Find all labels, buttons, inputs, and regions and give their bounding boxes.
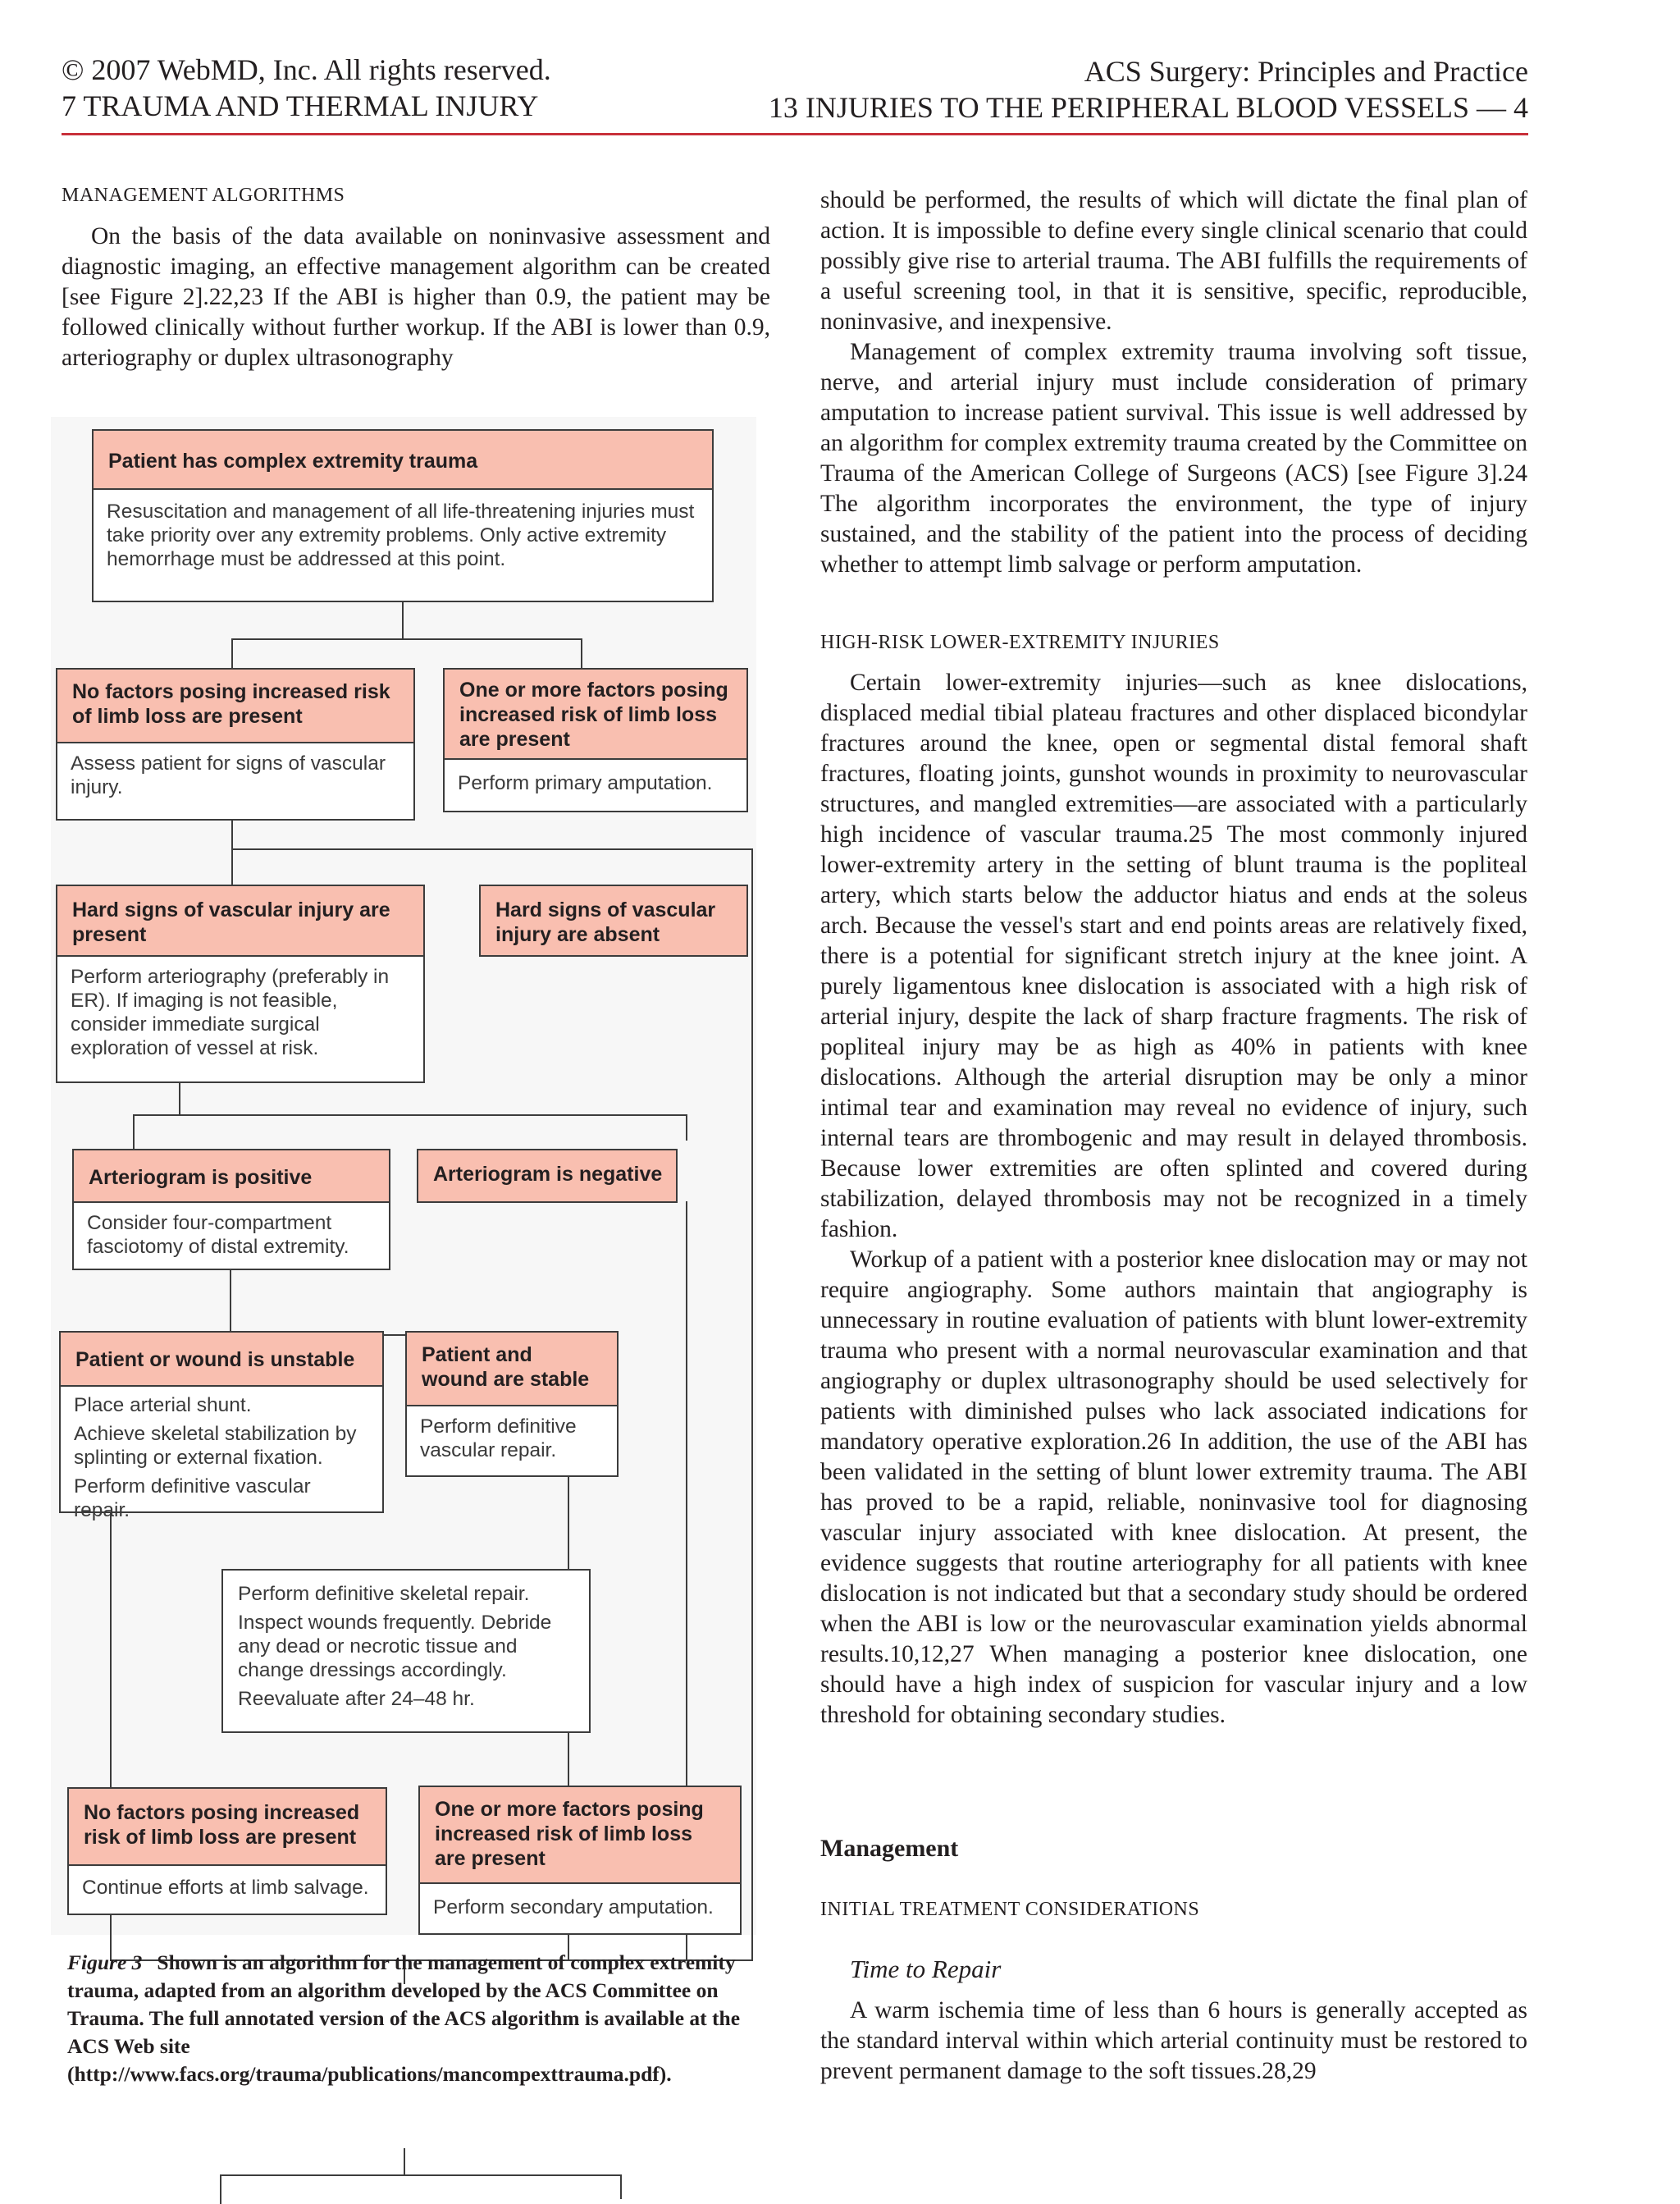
connector bbox=[231, 638, 582, 640]
section-heading-management-algorithms: MANAGEMENT ALGORITHMS bbox=[62, 185, 345, 206]
connector bbox=[231, 819, 233, 848]
box-line: Achieve skeletal stabilization by splinting or external fixation. bbox=[74, 1423, 357, 1469]
box-body: Perform primary amputation. bbox=[458, 772, 713, 794]
connector bbox=[231, 848, 753, 850]
section-heading-high-risk: HIGH-RISK LOWER-EXTREMITY INJURIES bbox=[820, 632, 1220, 653]
box-title: Patient has complex extremity trauma bbox=[94, 431, 712, 490]
box-body: Assess patient for signs of vascular injury. bbox=[71, 752, 386, 798]
box-arteriogram-positive bbox=[72, 1149, 390, 1270]
box-line: Inspect wounds frequently. Debride any dead or necrotic tissue and change dressings accordingly. bbox=[238, 1612, 552, 1681]
box-line: Reevaluate after 24–48 hr. bbox=[238, 1688, 475, 1710]
subhead-management: Management bbox=[820, 1835, 959, 1862]
box-line: Perform definitive vascular repair. bbox=[74, 1475, 311, 1521]
figure-caption bbox=[67, 1949, 781, 2088]
box-title: One or more factors posing increased risk of limb loss are present bbox=[420, 1787, 740, 1884]
header-book-title: ACS Surgery: Principles and Practice bbox=[1084, 55, 1528, 88]
box-hard-signs-absent bbox=[479, 885, 748, 957]
box-body: Perform arteriography (preferably in ER). If imaging is not feasible, consider immediate surgical exploration of vessel at risk. bbox=[71, 966, 390, 1059]
box-title: Arteriogram is positive bbox=[74, 1150, 389, 1203]
box-patient-stable bbox=[405, 1331, 619, 1477]
connector bbox=[220, 2174, 622, 2176]
paragraph: Management of complex extremity trauma involving soft tissue, nerve, and arterial injury must include consideration of primary amputation to increase patient survival. This issue is well addressed by an algorithm for complex extremity trauma created by the Committee on Trauma of the American College of Surgeons (ACS) [see Figure 3].24 The algorithm incorporates the environment, the type of injury sustained, and the stability of the patient into the process of deciding whether to attempt limb salvage or perform amputation. bbox=[820, 339, 1527, 578]
paragraph: On the basis of the data available on noninvasive assessment and diagnostic imaging, an effective management algorithm can be created [see Figure 2].22,23 If the ABI is higher than 0.9, the patient may be followed clinically without further workup. If the ABI is lower than 0.9, arteriography or duplex ultrasonography bbox=[62, 223, 770, 371]
connector bbox=[220, 2174, 221, 2204]
connector bbox=[402, 600, 404, 638]
box-title: No factors posing increased risk of limb loss are present bbox=[57, 670, 413, 743]
connector bbox=[751, 848, 753, 1961]
box-no-factors-limb-salvage bbox=[67, 1787, 387, 1915]
box-title: Hard signs of vascular injury are present bbox=[57, 886, 423, 957]
connector bbox=[179, 1081, 180, 1114]
box-skeletal-repair bbox=[221, 1569, 591, 1733]
left-column bbox=[62, 222, 770, 373]
right-column-middle bbox=[820, 668, 1527, 1731]
box-title: No factors posing increased risk of limb loss are present bbox=[69, 1789, 386, 1866]
box-body: Continue efforts at limb salvage. bbox=[82, 1877, 369, 1899]
box-arteriogram-negative bbox=[417, 1149, 678, 1203]
header-section: 7 TRAUMA AND THERMAL INJURY bbox=[62, 89, 539, 122]
right-column-top bbox=[820, 185, 1527, 580]
box-line: Perform definitive skeletal repair. bbox=[238, 1583, 530, 1605]
right-column-bottom bbox=[820, 1996, 1527, 2087]
box-complex-extremity-trauma bbox=[92, 429, 714, 602]
box-title: Patient or wound is unstable bbox=[61, 1333, 382, 1387]
connector bbox=[133, 1114, 687, 1116]
connector bbox=[581, 638, 582, 668]
heading-time-to-repair: Time to Repair bbox=[850, 1955, 1002, 1983]
header-rule bbox=[62, 133, 1528, 135]
connector bbox=[620, 2174, 622, 2199]
box-title: One or more factors posing increased risk of limb loss are present bbox=[445, 670, 746, 760]
connector bbox=[231, 638, 233, 668]
connector bbox=[231, 848, 233, 886]
box-body bbox=[61, 1387, 382, 1529]
header-copyright: © 2007 WebMD, Inc. All rights reserved. bbox=[62, 53, 551, 86]
paragraph: Certain lower-extremity injuries—such as knee dislocations, displaced medial tibial plateau fractures and other displaced bicondylar fractures around the knee, open or segmental distal femoral shaft fractures, floating joints, gunshot wounds in proximity to neurovascular structures, and mangled extremities—are associated with a particularly high incidence of vascular trauma.25 The most commonly injured lower-extremity artery in the setting of blunt trauma is the popliteal artery, which starts below the adductor hiatus and ends at the soleus arch. Because the vessel's start and end points areas are relatively fixed, there is a potential for significant stretch injury at the knee joint. A purely ligamentous knee dislocation is associated with a high risk of arterial injury, despite the lack of sharp fracture fragments. The risk of popliteal injury may be as high as 40% in patients with knee dislocations. Although the arterial disruption may be only a minor intimal tear and examination may reveal no evidence of injury, such internal tears are thrombogenic and may result in delayed thrombosis. Because lower extremities are often splinted and covered during stabilization, delayed thrombosis may not be recognized in a timely fashion. bbox=[820, 670, 1527, 1242]
box-factors-limb-loss bbox=[443, 668, 748, 812]
box-no-factors-limb-loss bbox=[56, 668, 415, 821]
paragraph: A warm ischemia time of less than 6 hours is generally accepted as the standard interval within which arterial continuity must be restored to prevent permanent damage to the soft tissues.28,29 bbox=[820, 1997, 1527, 2084]
caption-text: Shown is an algorithm for the management of complex extremity trauma, adapted from an algorithm developed by the ACS Committee on Trauma. The full annotated version of the ACS algorithm is available at the ACS Web site (http://www.facs.org/trauma/publications/mancompexttrauma.pdf). bbox=[67, 1950, 741, 2086]
box-title: Patient and wound are stable bbox=[407, 1333, 617, 1406]
box-body: Resuscitation and management of all life-threatening injuries must take priority over any extremity problems. Only active extremity hemorrhage must be addressed at this point. bbox=[107, 501, 695, 570]
connector bbox=[230, 1269, 231, 1334]
paragraph: Workup of a patient with a posterior knee dislocation may or may not require angiography. Some authors maintain that angiography is unnecessary in routine evaluation of patients with blunt lower-extremity trauma who present with a normal neurovascular examination and that angiography or duplex ultrasonography should be used selectively for patients with diminished pulses who lack associated indications for mandatory operative exploration.26 In addition, the use of the ABI has been validated in the setting of blunt lower extremity trauma. The ABI has proved to be a rapid, reliable, noninvasive tool for diagnosing vascular injury associated with knee dislocation. At present, the evidence suggests that routine arteriography for all patients with knee dislocation is not indicated but that a secondary study should be ordered when the ABI is low or the neurovascular examination yields abnormal results.10,12,27 When managing a posterior knee dislocation, one should have a high index of suspicion for vascular injury and a low threshold for obtaining secondary studies. bbox=[820, 1246, 1527, 1728]
box-body: Consider four-compartment fasciotomy of distal extremity. bbox=[87, 1212, 349, 1258]
box-patient-unstable bbox=[59, 1331, 384, 1521]
box-line: Place arterial shunt. bbox=[74, 1394, 252, 1416]
connector bbox=[404, 2148, 405, 2174]
figure-label: Figure 3 bbox=[67, 1950, 143, 1974]
box-factors-secondary-amputation bbox=[418, 1786, 742, 1935]
paragraph: should be performed, the results of which will dictate the final plan of action. It is impossible to define every single clinical scenario that could possibly give rise to arterial trauma. The ABI fulfills the requirements of a useful screening tool, in that it is sensitive, specific, reproducible, noninvasive, and inexpensive. bbox=[820, 187, 1527, 335]
box-title: Arteriogram is negative bbox=[418, 1150, 676, 1201]
box-body: Perform secondary amputation. bbox=[433, 1896, 714, 1918]
box-hard-signs-present bbox=[56, 885, 425, 1083]
box-title: Hard signs of vascular injury are absent bbox=[481, 886, 746, 955]
box-body bbox=[223, 1571, 589, 1724]
box-body: Perform definitive vascular repair. bbox=[420, 1415, 577, 1461]
section-heading-initial-treatment: INITIAL TREATMENT CONSIDERATIONS bbox=[820, 1899, 1200, 1920]
header-chapter: 13 INJURIES TO THE PERIPHERAL BLOOD VESSELS — 4 bbox=[768, 91, 1528, 124]
connector bbox=[686, 1114, 687, 1141]
